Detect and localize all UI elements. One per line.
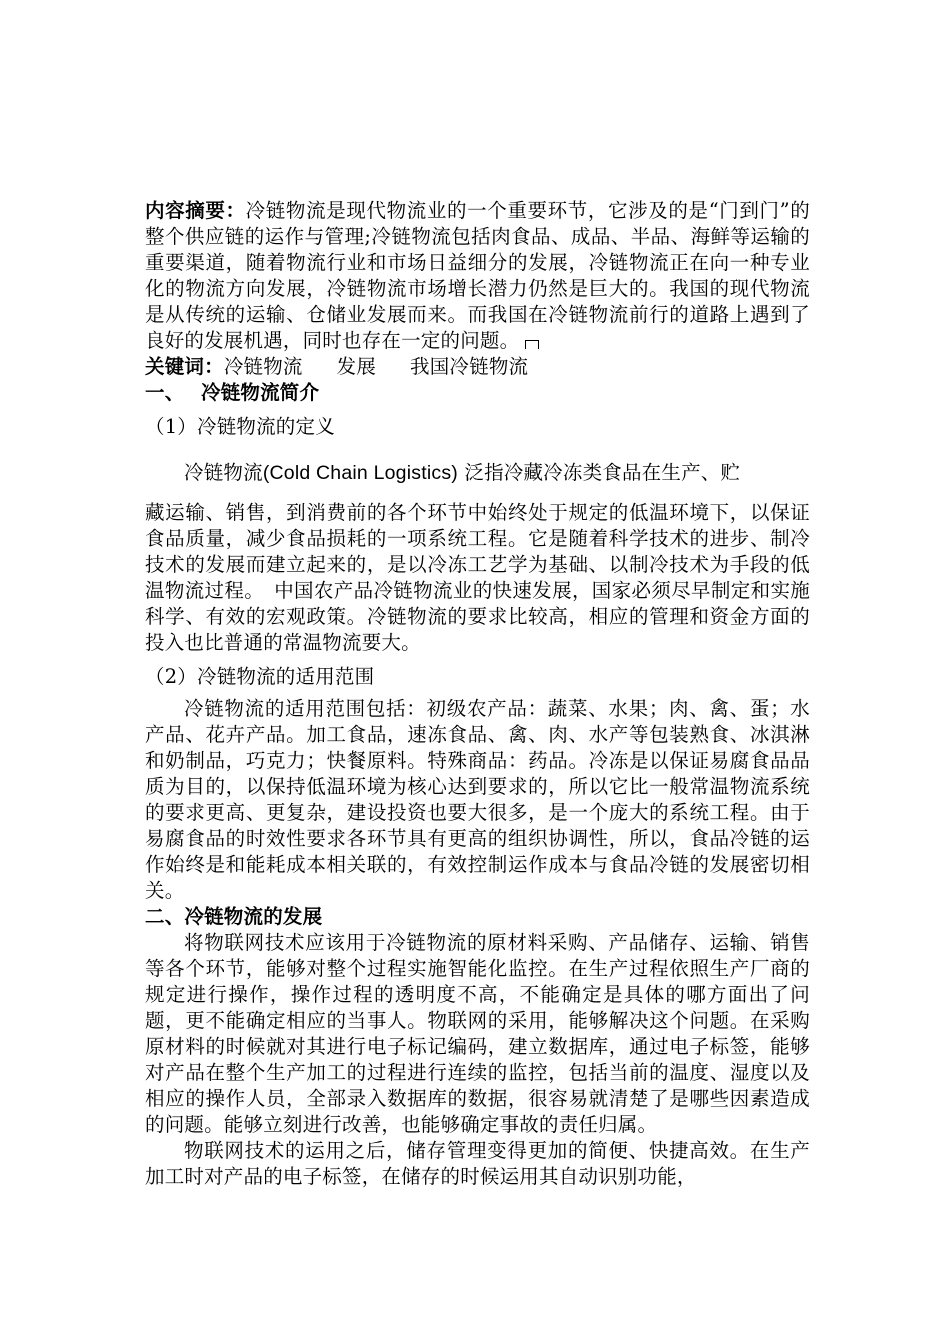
subsection2-title: （2）冷链物流的适用范围 (145, 665, 375, 688)
abstract-paragraph (145, 198, 810, 354)
development-paragraph-2: 物联网技术的运用之后，储存管理变得更加的简便、快捷高效。在生产加工时对产品的电子标签，在储存的时候运用其自动识别功能， (145, 1139, 810, 1188)
keywords-label: 关键词： (145, 355, 224, 378)
keyword-item: 我国冷链物流 (410, 355, 529, 378)
abstract-text: 冷链物流是现代物流业的一个重要环节，它涉及的是“门到门”的整个供应链的运作与管理;冷链物流包括肉食品、成品、半品、海鲜等运输的重要渠道，随着物流行业和市场日益细分的发展，冷链物流正在向一种专业化的物流方向发展，冷链物流市场增长潜力仍然是巨大的。我国的现代物流是从传统的运输、仓储业发展而来。而我国在冷链物流前行的道路上遇到了良好的发展机遇，同时也存在一定的问题。 (145, 199, 810, 352)
section1-heading (145, 380, 810, 406)
spacer (145, 440, 810, 460)
document-page (145, 198, 810, 1190)
keyword-item: 发展 (336, 355, 377, 378)
development-paragraph-1: 将物联网技术应该用于冷链物流的原材料采购、产品储存、运输、销售等各个环节，能够对整个过程实施智能化监控。在生产过程依照生产厂商的规定进行操作，操作过程的透明度不高，不能确定是具体的哪方面出了问题，更不能确定相应的当事人。物联网的采用，能够解决这个问题。在采购原材料的时候就对其进行电子标记编码，建立数据库，通过电子标签，能够对产品在整个生产加工的过程进行连续的监控，包括当前的温度、湿度以及相应的操作人员，全部录入数据库的数据，很容易就清楚了是哪些因素造成的问题。能够立刻进行改善，也能够确定事故的责任归属。 (145, 931, 810, 1136)
definition-lead-cn: 冷链物流 (184, 461, 263, 484)
abstract-label: 内容摘要： (145, 199, 246, 222)
keywords-row (145, 354, 810, 380)
definition-paragraph: 藏运输、销售，到消费前的各个环节中始终处于规定的低温环境下，以保证食品质量，减少食品损耗的一项系统工程。它是随着科学技术的进步、制冷技术的发展而建立起来的，是以冷冻工艺学为基础、以制冷技术为手段的低温物流过程。 中国农产品冷链物流业的快速发展，国家必须尽早制定和实施科学、有效的宏观政策。冷链物流的要求比较高，相应的管理和资金方面的投入也比普通的常温物流要大。 (145, 501, 810, 654)
keyword-item: 冷链物流 (223, 355, 303, 378)
section1-number: 一、 (145, 381, 185, 404)
paragraph-mark-icon (525, 340, 539, 349)
definition-lead (145, 460, 810, 486)
subsection1-title: （1）冷链物流的定义 (145, 415, 335, 438)
definition-lead-en: (Cold Chain Logistics) (262, 462, 458, 484)
spacer (145, 486, 810, 500)
definition-lead-rest: 泛指冷藏冷冻类食品在生产、贮 (457, 461, 741, 484)
scope-paragraph: 冷链物流的适用范围包括：初级农产品：蔬菜、水果；肉、禽、蛋；水产品、花卉产品。加工食品，速冻食品、禽、肉、水产等包装熟食、冰淇淋和奶制品，巧克力；快餐原料。特殊商品：药品。冷冻是以保证易腐食品品质为目的，以保持低温环境为核心达到要求的，所以它比一般常温物流系统的要求更高、更复杂，建设投资也要大很多，是一个庞大的系统工程。由于易腐食品的时效性要求各环节具有更高的组织协调性，所以，食品冷链的运作始终是和能耗成本相关联的，有效控制运作成本与食品冷链的发展密切相关。 (145, 697, 810, 902)
section2-heading: 二、冷链物流的发展 (145, 905, 323, 928)
section1-title: 冷链物流简介 (201, 381, 320, 404)
